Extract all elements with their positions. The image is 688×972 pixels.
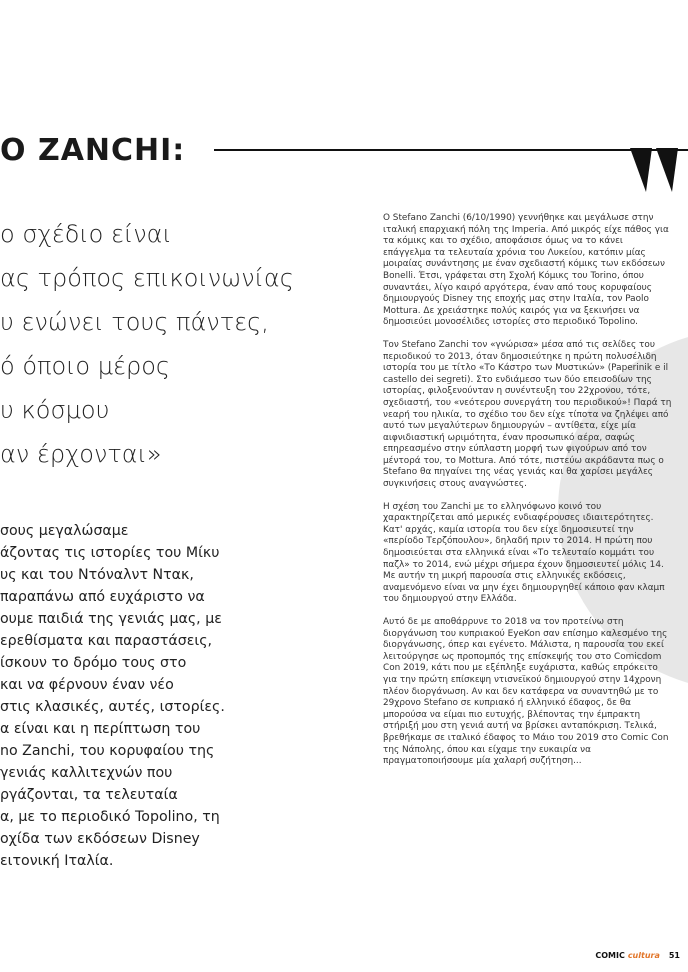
- pull-quote-line: ας τρόπος επικοινωνίας: [0, 264, 294, 292]
- magazine-logo-part2: cultura: [627, 951, 660, 960]
- intro-line: σους μεγαλώσαμε: [0, 523, 129, 539]
- intro-line: παραπάνω από ευχάριστο να: [0, 589, 205, 605]
- intro-line: ίσκουν το δρόμο τους στο: [0, 655, 187, 671]
- intro-line: άζοντας τις ιστορίες του Μίκυ: [0, 545, 220, 561]
- body-paragraph: Αυτό δε με αποθάρρυνε το 2018 να τον προτείνω στη διοργάνωση του κυπριακού EyeKon σαν επίσημο καλεσμένο της διοργάνωσης, όπερ και εγένετο. Μάλιστα, η παρουσία του εκεί λειτούργησε ως προπομπός της επίσκεψής του στο Comicdom Con 2019, κάτι που με εξέπληξε ευχάριστα, καθώς επρόκειτο για την πρώτη επίσκεψη ντισνεϊκού δημιουργού στην 14χρονη πλέον διοργάνωση. Αν και δεν κατάφερα να συναντηθώ με το 29χρονο Stefano σε κυπριακό ή ελληνικό έδαφος, δε θα μπορούσα να είμαι πιο ευτυχής, βλέποντας την έμπρακτη στήριξή μου στη γενιά αυτή να βρίσκει ανταπόκριση. Τελικά, βρεθήκαμε σε ιταλικό έδαφος το Μάιο του 2019 στο Comic Con της Νάπολης, όπου και είχαμε την ευκαιρία να πραγματοποιήσουμε μία χαλαρή συζήτηση...: [383, 617, 669, 767]
- intro-line: ερεθίσματα και παραστάσεις,: [0, 633, 213, 649]
- intro-line: στις κλασικές, αυτές, ιστορίες.: [0, 699, 225, 715]
- intro-line: α είναι και η περίπτωση του: [0, 721, 201, 737]
- body-column: [383, 213, 673, 779]
- magazine-logo-part1: COMIC: [595, 951, 625, 960]
- intro-line: ειτονική Ιταλία.: [0, 853, 114, 869]
- page-footer: [595, 951, 680, 960]
- intro-line: υς και του Ντόναλντ Ντακ,: [0, 567, 194, 583]
- intro-line: και να φέρνουν έναν νέο: [0, 677, 174, 693]
- intro-line: α, με το περιοδικό Topolino, τη: [0, 809, 220, 825]
- title-rule: [214, 149, 688, 151]
- body-paragraph: Η σχέση του Zanchi με το ελληνόφωνο κοινό του χαρακτηρίζεται από μερικές ενδιαφέρουσες ιδιαιτερότητες. Κατ' αρχάς, καμία ιστορία του δεν είχε δημοσιευτεί την «περίοδο Τερζόπουλου», δηλαδή πριν το 2014. Η πρώτη που δημοσιεύεται στα ελληνικά είναι «Το τελευταίο κομμάτι του παζλ» το 2014, ενώ μέχρι σήμερα έχουν δημοσιευτεί μόλις 14. Με αυτήν τη μικρή παρουσία στις ελληνικές εκδόσεις, αναμενόμενο είναι να μην έχει δημιουργηθεί κάποιο φαν κλαμπ του δημιουργού στην Ελλάδα.: [383, 501, 665, 605]
- intro-line: ουμε παιδιά της γενιάς μας, με: [0, 611, 222, 627]
- intro-column: [0, 520, 350, 872]
- quote-marks-icon: [630, 148, 688, 198]
- intro-line: no Zanchi, του κορυφαίου της: [0, 743, 215, 759]
- intro-line: ργάζονται, τα τελευταία: [0, 787, 178, 803]
- pull-quote-line: υ κόσμου: [0, 396, 110, 424]
- pull-quote: [0, 212, 330, 476]
- intro-line: οχίδα των εκδόσεων Disney: [0, 831, 200, 847]
- pull-quote-line: ό όποιο μέρος: [0, 352, 170, 380]
- pull-quote-line: υ ενώνει τους πάντες,: [0, 308, 269, 336]
- pull-quote-line: ο σχέδιο είναι: [0, 220, 172, 248]
- pull-quote-line: αν έρχονται»: [0, 440, 162, 468]
- page-number: 51: [668, 951, 680, 960]
- body-paragraph: Τον Stefano Zanchi τον «γνώρισα» μέσα από τις σελίδες του περιοδικού το 2013, όταν δημοσιεύτηκε η πρώτη πολυσέλιδη ιστορία του με τίτλο «Το Κάστρο των Μυστικών» (Paperinik e il castello dei segreti). Στο ενδιάμεσο των δύο επεισοδίων της ιστορίας, φιλοξενούνταν η συνέντευξη του 22χρονου, τότε, σχεδιαστή, του «νεότερου συνεργάτη του περιοδικού»! Παρά τη νεαρή του ηλικία, το σχέδιο του δεν είχε τίποτα να ζηλέψει από αυτό των μεγαλύτερων δημιουργών – αντίθετα, είχε μία αιφνιδιαστική ωριμότητα, έναν προσωπικό αέρα, σαφώς επηρεασμένο στην εύπλαστη μορφή των φιγούρων από τον μέντορά του, το Mottura. Από τότε, πιστεύω ακράδαντα πως ο Stefano θα πηγαίνει της νέας γενιάς και θα χαρίσει μεγάλες συγκινήσεις στους αναγνώστες.: [383, 339, 672, 490]
- body-paragraph: O Stefano Zanchi (6/10/1990) γεννήθηκε και μεγάλωσε στην ιταλική επαρχιακή πόλη της Imperia. Από μικρός είχε πάθος για τα κόμικς και το σχέδιο, αποφάσισε όμως να το κάνει επάγγελμα τα τελευταία χρόνια του Λυκείου, κατόπιν μίας μοιραίας συνάντησης με έναν σχεδιαστή κόμικς των εκδόσεων Bonelli. Έτσι, γράφεται στη Σχολή Κόμικς του Torino, όπου συναντάει, λίγο καιρό αργότερα, έναν από τους κορυφαίους δημιουργούς Disney της εποχής μας στην Ιταλία, τον Paolo Mottura. Δε χρειάστηκε πολύς καιρός για να ξεκινήσει να δημοσιεύει μονοσέλιδες ιστορίες στο περιοδικό Topolino.: [383, 213, 669, 328]
- page-title: O ZANCHI:: [0, 133, 186, 168]
- intro-line: γενιάς καλλιτεχνών που: [0, 765, 173, 781]
